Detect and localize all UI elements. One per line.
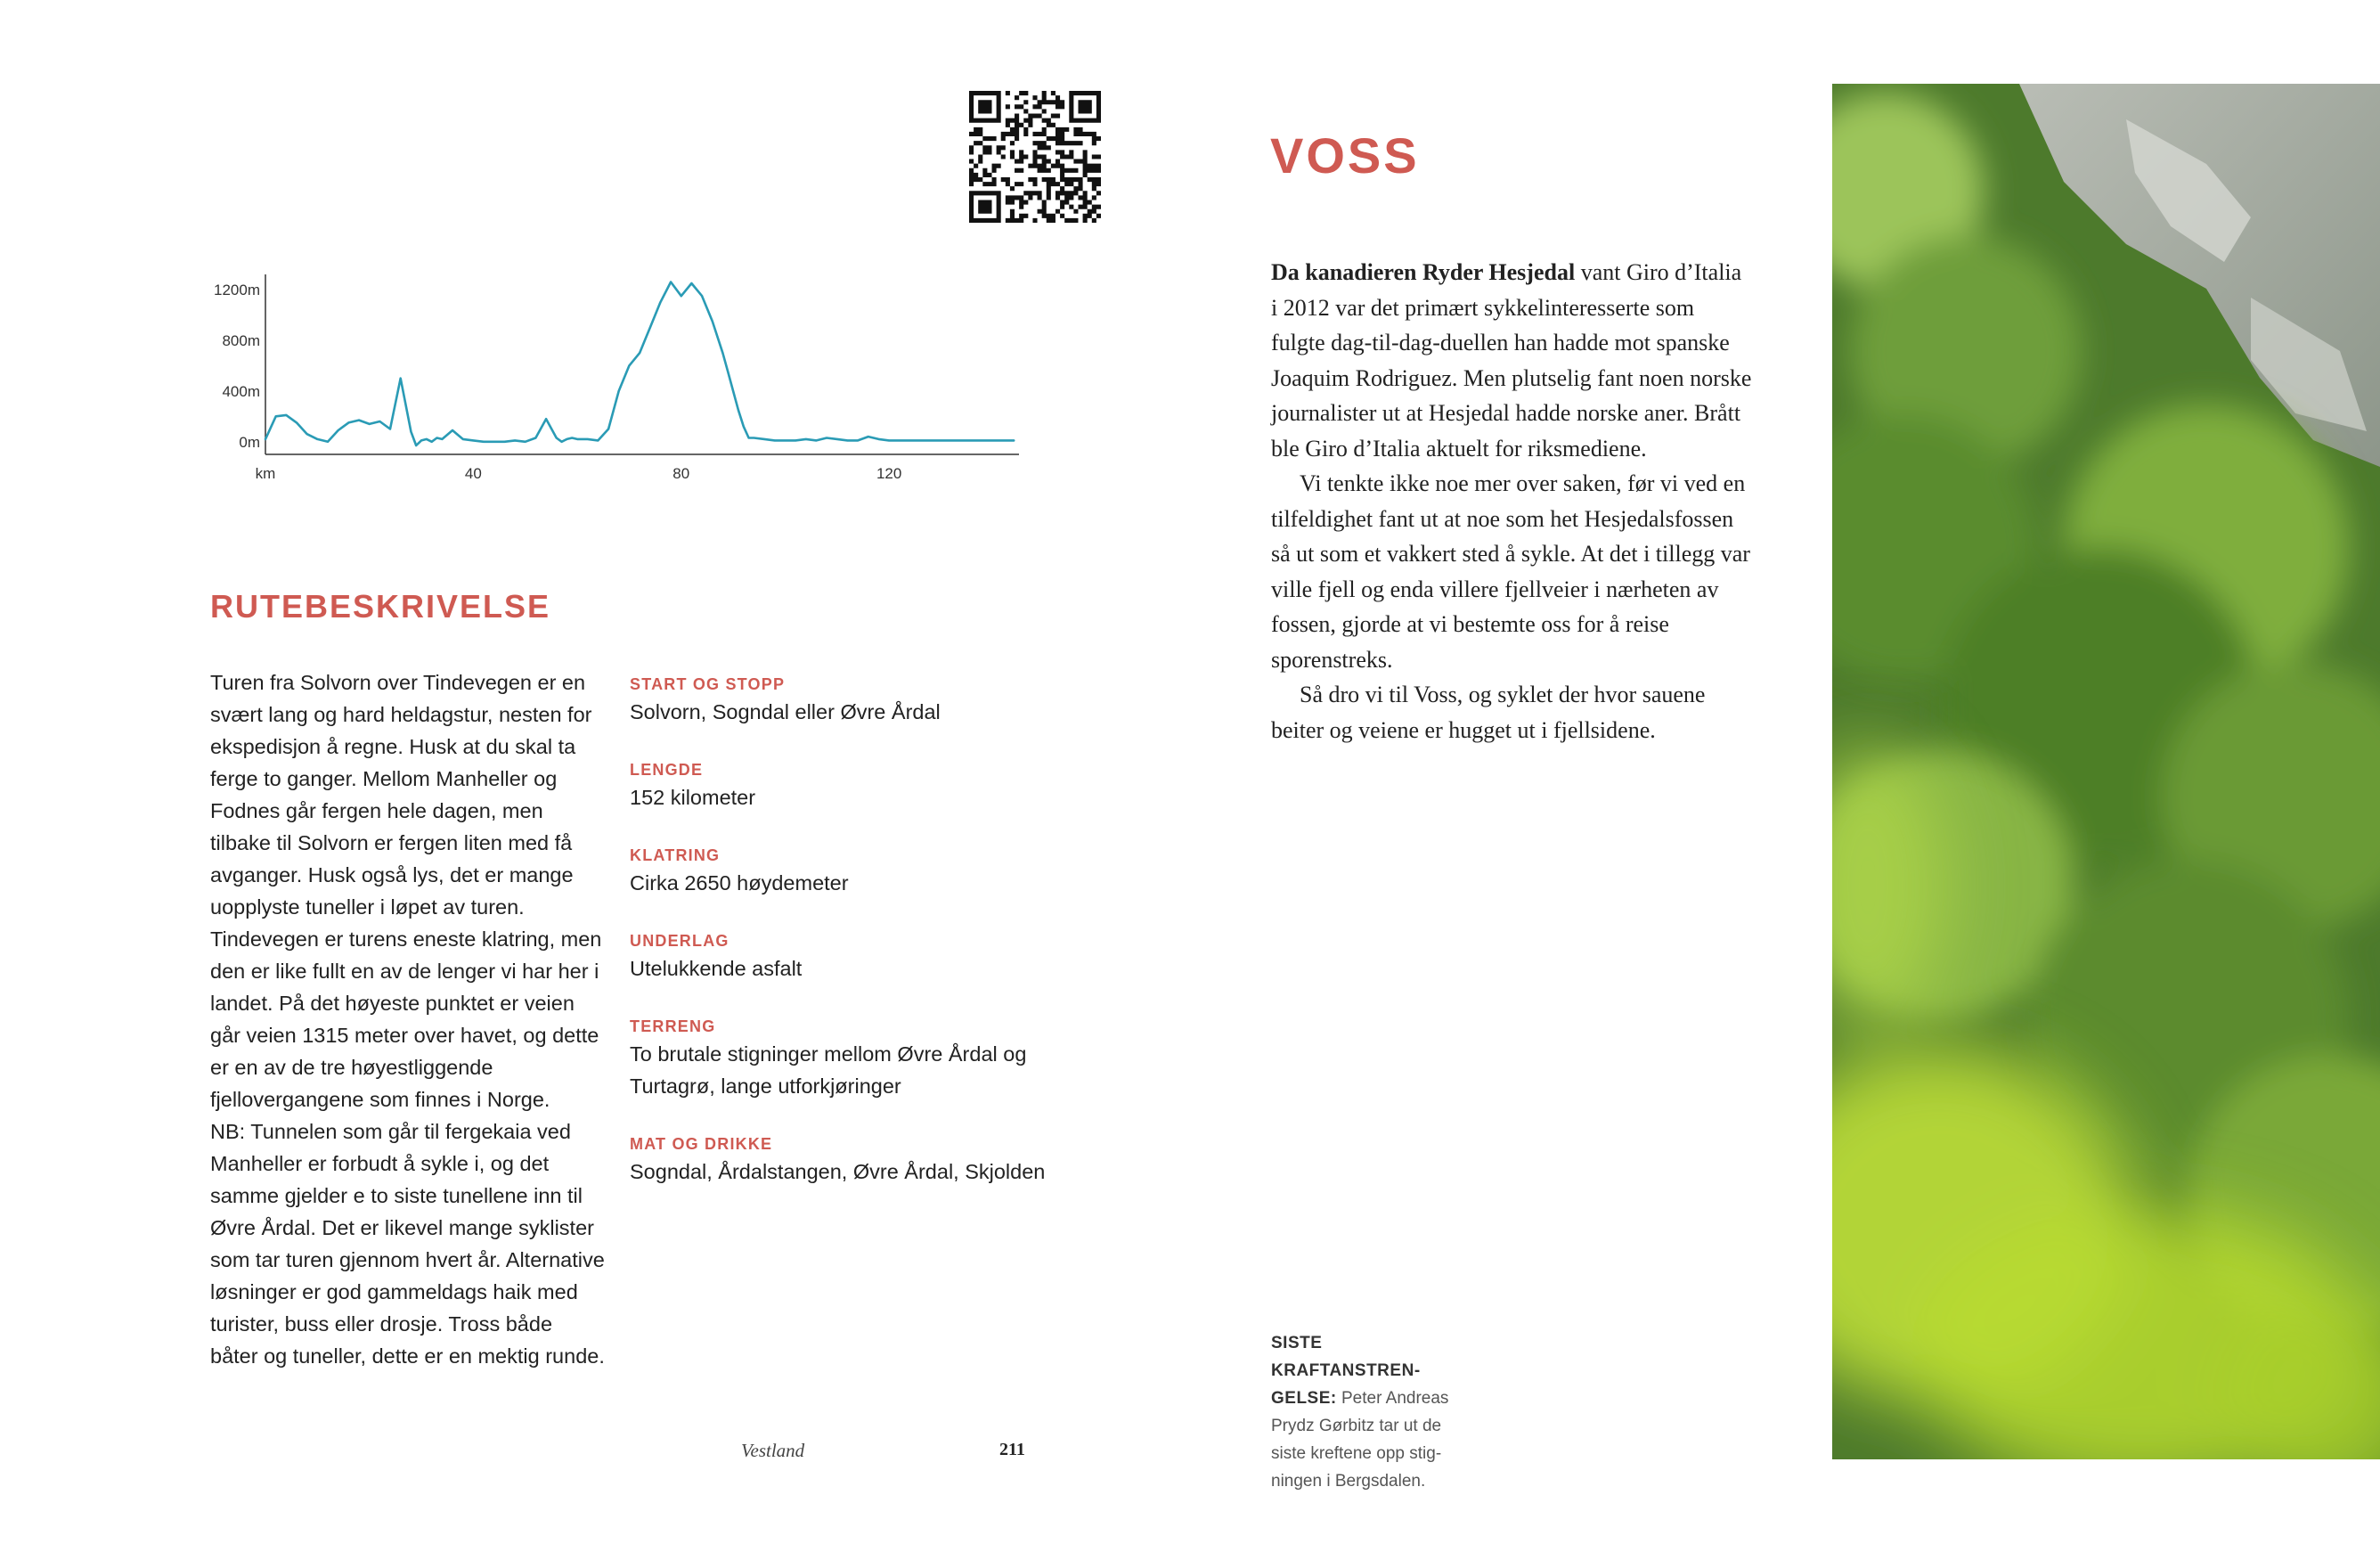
qr-code-pattern <box>969 91 1101 223</box>
article-body <box>1271 255 1752 747</box>
fact-label: KLATRING <box>630 846 721 864</box>
x-tick-label: km <box>255 465 276 482</box>
elevation-chart <box>198 267 1026 490</box>
qr-code-icon[interactable] <box>969 91 1101 223</box>
article-paragraph: Så dro vi til Voss, og syklet der hvor sauene beiter og veiene er hugget ut i fjellsidene. <box>1271 682 1706 743</box>
page-title: VOSS <box>1270 127 1420 184</box>
article-text: vant Giro d’Italia i 2012 var det primært sykkelinteresserte som fulgte dag-til-dag-duellen han hadde mot spanske Joaquim Rodriguez. Men plutselig fant noen norske journalister ut at Hesjedal hadde norske aner. Brått ble Giro d’Italia aktuelt for riksmediene. <box>1271 259 1752 462</box>
x-tick-label: 80 <box>672 465 690 482</box>
fact-value: To brutale stigninger mellom Øvre Årdal og Turtagrø, lange utforkjøringer <box>630 1042 1027 1098</box>
fact-value: Cirka 2650 høydemeter <box>630 871 849 895</box>
fact-surface <box>630 929 1057 984</box>
fact-label: UNDERLAG <box>630 932 729 950</box>
fact-length <box>630 758 1057 813</box>
route-paragraph: NB: Tunnelen som går til fergekaia ved Manheller er forbudt å sykle i, og det samme gjelder e to siste tunellene inn til Øvre Årdal. Det er likevel mange syklister som tar turen gjennom hvert år. Alternative løsninger er god gammeldags haik med turister, buss eller drosje. Tross både båter og tuneller, dette er en mektig runde. <box>210 1120 605 1368</box>
section-heading: RUTEBESKRIVELSE <box>210 588 551 625</box>
y-tick-label: 800m <box>222 331 260 349</box>
green-forest-photo <box>1832 84 2380 1459</box>
y-tick-label: 0m <box>239 433 260 451</box>
article-lead: Da kanadieren Ryder Hesjedal <box>1271 259 1576 285</box>
caption-text: Peter Andreas Prydz Gørbitz tar ut de siste kreftene opp stigningen i Bergsdalen. <box>1271 1389 1449 1491</box>
photo-caption <box>1271 1329 1476 1495</box>
article-paragraph <box>1271 255 1752 466</box>
article-paragraph: Vi tenkte ikke noe mer over saken, før vi ved en tilfeldighet fant ut at noe som het Hesjedalsfossen så ut som et vakkert sted å sykle. At det i tillegg var ville fjell og enda villere fjellveier i nærheten av fossen, gjorde at vi bestemte oss for å reise sporenstreks. <box>1271 470 1750 673</box>
route-facts <box>630 673 1057 1218</box>
route-description <box>210 666 606 1372</box>
fact-label: MAT OG DRIKKE <box>630 1135 773 1153</box>
fact-start-stop <box>630 673 1057 728</box>
fact-terrain <box>630 1015 1057 1102</box>
fact-label: TERRENG <box>630 1017 716 1035</box>
fact-value: Solvorn, Sogndal eller Øvre Årdal <box>630 700 941 723</box>
x-tick-label: 40 <box>464 465 482 482</box>
caption-title: SISTE KRAFTANSTRENGELSE: <box>1271 1334 1421 1408</box>
y-tick-label: 400m <box>222 382 260 400</box>
fact-label: START OG STOPP <box>630 675 786 693</box>
footer-section-name: Vestland <box>741 1440 805 1461</box>
x-tick-label: 120 <box>876 465 902 482</box>
y-tick-label: 1200m <box>214 282 260 299</box>
fact-climbing <box>630 844 1057 899</box>
elevation-line <box>265 282 1014 446</box>
fact-value: Sogndal, Årdalstangen, Øvre Årdal, Skjolden <box>630 1160 1046 1183</box>
page-number: 211 <box>999 1440 1025 1459</box>
route-paragraph: Turen fra Solvorn over Tindevegen er en svært lang og hard heldagstur, nesten for ekspedisjon å regne. Husk at du skal ta ferge to ganger. Mellom Manheller og Fodnes går fergen hele dagen, men tilbake til Solvorn er fergen liten med få avganger. Husk også lys, det er mange uopplyste tuneller i løpet av turen. Tindevegen er turens eneste klatring, men den er like fullt en av de lenger vi har her i landet. På det høyeste punktet er veien går veien 1315 meter over havet, og dette er en av de tre høyestliggende fjellovergangene som finnes i Norge. <box>210 671 602 1111</box>
fact-food-drink <box>630 1132 1057 1188</box>
fact-label: LENGDE <box>630 761 704 779</box>
fact-value: 152 kilometer <box>630 786 756 809</box>
fact-value: Utelukkende asfalt <box>630 957 803 980</box>
